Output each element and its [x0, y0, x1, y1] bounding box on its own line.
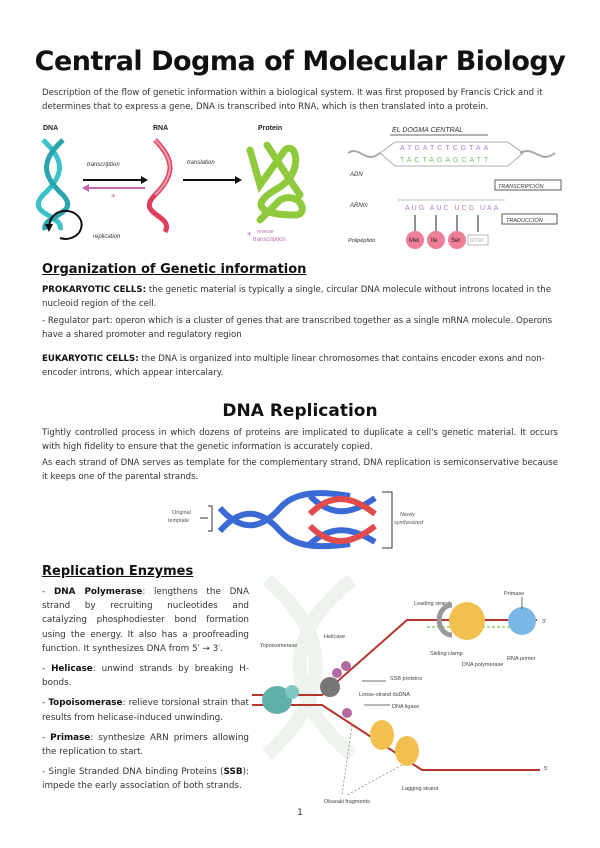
svg-text:ARNm: ARNm [350, 203, 368, 209]
protein-label: Protein [258, 125, 283, 132]
enzyme-item: - Topoisomerase: relieve torsional strain that results from helicase-induced unwinding. [42, 698, 249, 723]
svg-text:Leading strand: Leading strand [414, 601, 451, 607]
svg-text:RNA primer: RNA primer [507, 656, 536, 662]
svg-text:TRANSCRIPCIÓN: TRANSCRIPCIÓN [498, 184, 544, 190]
page-number: 1 [297, 808, 303, 818]
prokaryotic-label: PROKARYOTIC CELLS: [42, 285, 147, 295]
eukaryotic-paragraph: EUKARYOTIC CELLS: the DNA is organized into multiple linear chromosomes that contains encoder exons and non-encoder introns, which appear intercalary. [42, 354, 545, 378]
regulator-paragraph: - Regulator part: operon which is a cluster of genes that are transcribed together as a single mRNA molecule. Operons have a shared promoter and regulatory region [42, 316, 553, 340]
svg-text:*: * [247, 231, 252, 241]
svg-text:Met: Met [409, 238, 420, 244]
dogma-central-figure [340, 120, 565, 250]
svg-text:Ser: Ser [451, 238, 461, 244]
svg-text:Lagging strand: Lagging strand [402, 786, 439, 792]
replication-paragraph-1: Tightly controlled process in which dozens of proteins are implicated to duplicate a cell's genetic material. It occurs with high fidelity to ensure that the genetic information is accurately copied. [42, 428, 558, 452]
top-strand: ATGATCTCGTAA [400, 145, 492, 152]
svg-text:Helicase: Helicase [324, 634, 346, 640]
svg-text:TRADUCCIÓN: TRADUCCIÓN [506, 218, 543, 224]
intro-text: Description of the flow of genetic information within a biological system. It was first proposed by Francis Crick and it determines that to express a gene, DNA is transcribed into RNA, which is then translated into a protein. [42, 88, 543, 112]
svg-text:Original: Original [172, 510, 191, 516]
replication-heading: DNA Replication [222, 401, 378, 421]
replication-paragraph-2: As each strand of DNA serves as template for the complementary strand, DNA replication is semiconservative because it keeps one of the parental strands. [42, 458, 558, 482]
svg-text:Loose-strand dsDNA: Loose-strand dsDNA [359, 692, 411, 698]
rna-label: RNA [153, 125, 169, 132]
svg-text:STOP: STOP [470, 238, 484, 244]
reverse-transcription-label: transcription [253, 237, 286, 243]
reverse-label: reverse [257, 229, 274, 235]
svg-text:Ile: Ile [431, 238, 438, 244]
svg-text:Polipéptido: Polipéptido [348, 238, 376, 244]
svg-text:Okazaki fragments: Okazaki fragments [324, 799, 370, 805]
svg-text:Sliding clamp: Sliding clamp [430, 651, 463, 657]
svg-text:Primase: Primase [504, 591, 525, 597]
svg-text:Topoisomerase: Topoisomerase [260, 643, 298, 649]
svg-text:DNA ligase: DNA ligase [392, 704, 420, 710]
page-title: Central Dogma of Molecular Biology [34, 46, 566, 77]
translation-label: translation [187, 160, 215, 166]
svg-text:DNA polymerase: DNA polymerase [462, 662, 504, 668]
replication-label: replication [93, 234, 121, 240]
svg-text:Newly: Newly [400, 512, 415, 518]
enzyme-item: - Single Stranded DNA binding Proteins (SSB): impede the early association of both strands. [42, 767, 249, 792]
enzyme-item: - DNA Polymerase: lengthens the DNA strand by recruiting nucleotides and catalyzing phosphodiester bond formation using the energy. It also has a proofreading function. It synthesizes DNA from 5′ → 3′. [42, 587, 249, 654]
bottom-strand: TACTAGAGCATT [400, 157, 492, 164]
prokaryotic-paragraph: PROKARYOTIC CELLS: the genetic material is typically a single, circular DNA molecule without introns located in the nucleoid region of the cell. [42, 285, 551, 309]
transcription-label: transcription [87, 162, 120, 168]
replication-fork-figure [252, 575, 582, 810]
central-dogma-figure [35, 120, 320, 250]
semiconservative-figure [160, 486, 440, 556]
enzyme-item: - Helicase: unwind strands by breaking H-bonds. [42, 664, 249, 689]
svg-text:3': 3' [542, 619, 547, 625]
svg-text:ADN: ADN [350, 172, 363, 178]
dna-label: DNA [43, 125, 59, 132]
spanish-figure-title: EL DOGMA CENTRAL [392, 127, 464, 134]
svg-text:synthesized: synthesized [394, 520, 424, 526]
svg-text:5': 5' [544, 766, 549, 772]
enzyme-item: - Primase: synthesize ARN primers allowing the replication to start. [42, 732, 249, 758]
enzymes-heading: Replication Enzymes [42, 564, 194, 579]
svg-text:template: template [168, 518, 190, 524]
protein-icon [250, 145, 302, 220]
organization-heading: Organization of Genetic information [42, 262, 307, 277]
eukaryotic-label: EUKARYOTIC CELLS: [42, 354, 139, 364]
enzymes-list [42, 585, 249, 800]
svg-text:*: * [111, 193, 116, 203]
replication-arrow-icon [50, 211, 82, 239]
svg-text:SSB proteins: SSB proteins [390, 676, 423, 682]
mrna-sequence: AUG AUC UCG UAA [405, 205, 501, 212]
